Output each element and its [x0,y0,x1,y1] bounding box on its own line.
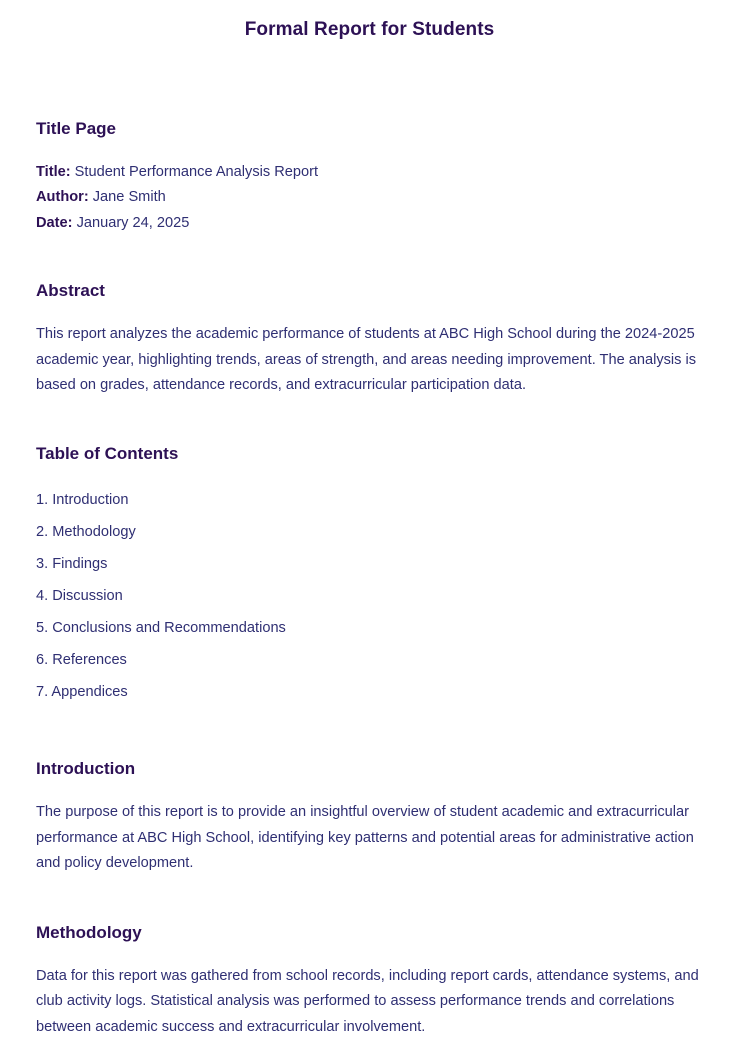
list-item[interactable]: 5. Conclusions and Recommendations [36,620,286,636]
metadata-label-date: Date: [36,214,73,231]
metadata-label-title: Title: [36,164,71,180]
introduction-paragraph: The purpose of this report is to provide an insightful overview of student academic and extracurricular performance at ABC High School, identifying key patterns and potential areas for administrative action and policy development. [36,804,694,872]
spacer [36,714,703,758]
spacer [36,877,703,922]
spacer [36,944,703,964]
section-heading-methodology: Methodology [36,922,142,942]
metadata-value-date: January 24, 2025 [76,214,190,231]
section-heading-title-page: Title Page [36,119,116,138]
toc-list [36,490,703,714]
metadata-value-title: Student Performance Analysis Report [74,164,319,180]
list-item[interactable]: 1. Introduction [36,492,129,508]
list-item[interactable]: 4. Discussion [36,588,123,604]
metadata-label-author: Author: [36,189,89,206]
list-item[interactable]: 6. References [36,652,127,668]
methodology-paragraph: Data for this report was gathered from school records, including report cards, attendance systems, and club activity logs. Statistical analysis was performed to assess performance trends and correlations between academic success and extracurricular involvement. [36,967,699,1035]
spacer [36,140,703,160]
spacer [36,236,703,280]
section-title-page [36,118,703,236]
list-item[interactable]: 7. Appendices [36,684,128,700]
spacer [36,465,703,490]
section-heading-abstract: Abstract [36,281,105,301]
section-heading-table-of-contents: Table of Contents [36,444,179,463]
spacer-top [36,42,703,118]
metadata-row-date [36,211,703,236]
list-item[interactable]: 2. Methodology [36,524,136,540]
metadata-row-title [36,160,703,185]
document-title: Formal Report for Students [244,19,495,40]
spacer [36,399,703,443]
section-abstract [36,280,703,399]
metadata-row-author [36,185,703,210]
abstract-paragraph: This report analyzes the academic performance of students at ABC High School during the 2024-2025 academic year, highlighting trends, areas of strength, and areas needing improvement. The analysis is based on grades, attendance records, and extracurricular participation data. [36,326,697,394]
section-table-of-contents [36,443,703,714]
list-item[interactable]: 3. Findings [36,556,108,572]
section-introduction [36,758,703,877]
section-heading-introduction: Introduction [36,759,136,778]
spacer [36,302,703,322]
metadata-value-author: Jane Smith [92,189,166,206]
section-methodology [36,922,703,1041]
spacer [36,780,703,800]
